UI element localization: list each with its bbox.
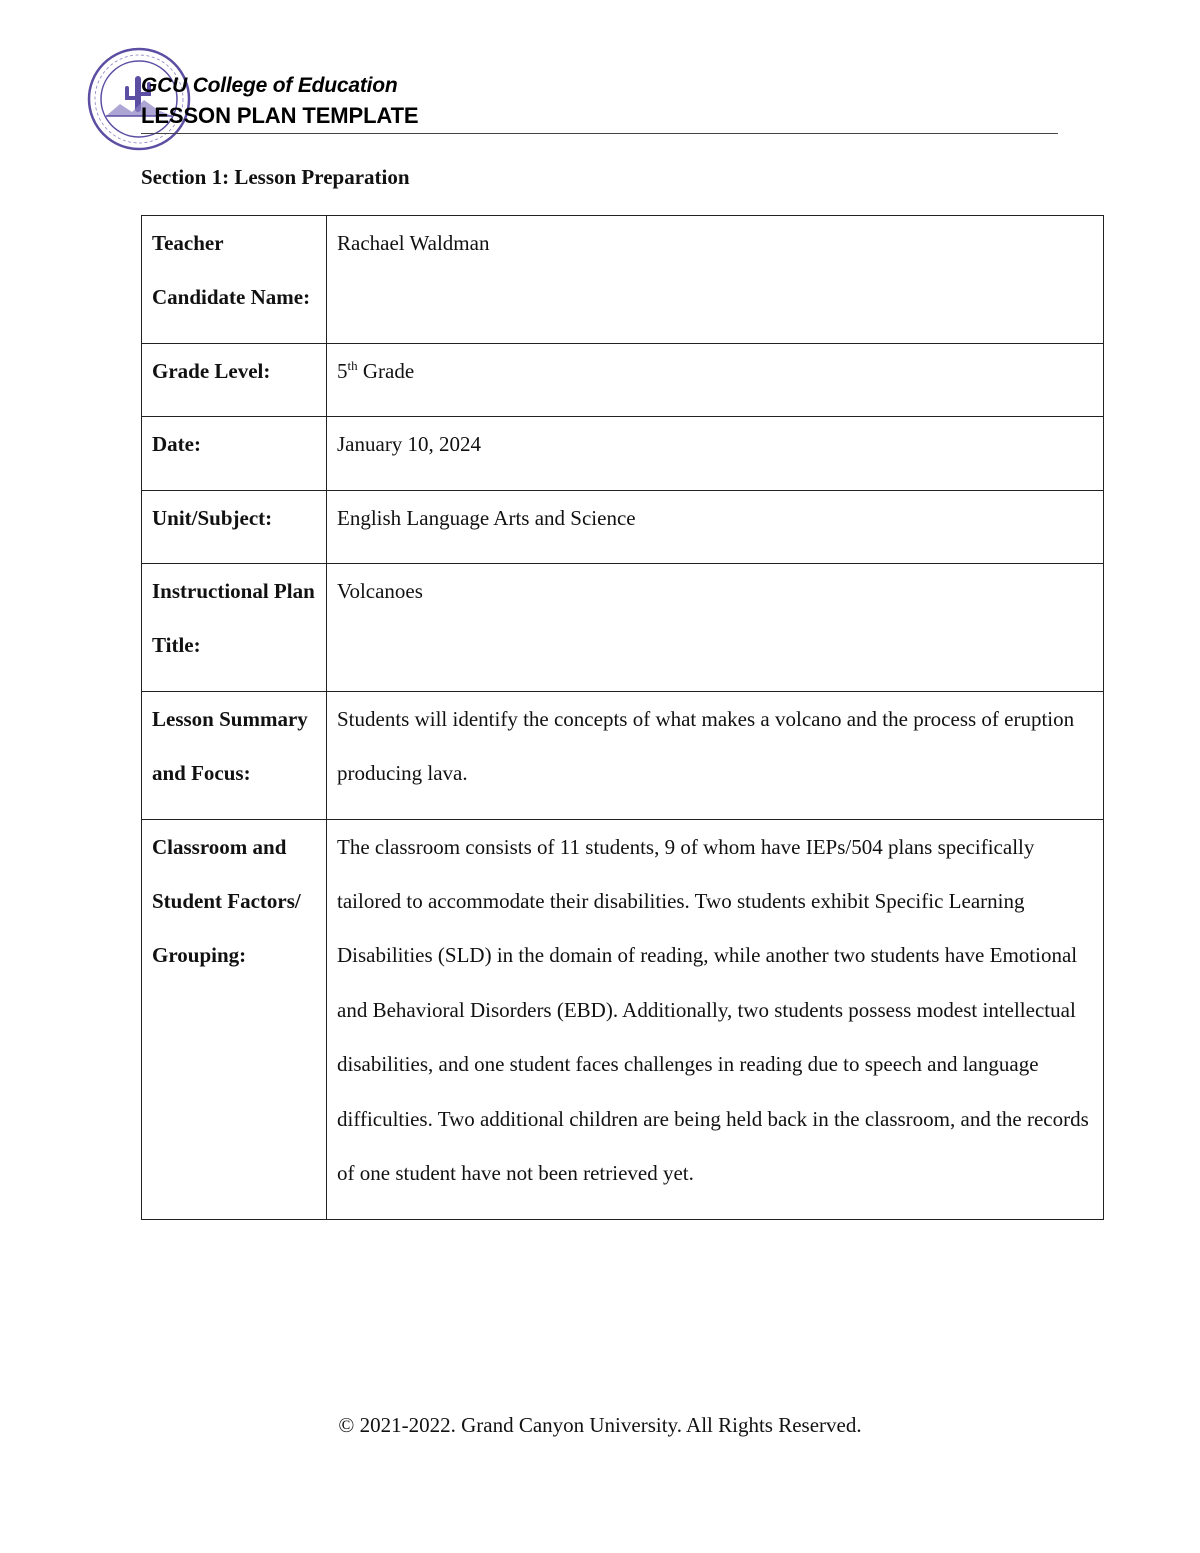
lesson-summary-label: Lesson Summary and Focus: <box>142 691 327 819</box>
date-value: January 10, 2024 <box>327 417 1104 490</box>
table-row <box>142 819 1104 1219</box>
table-row <box>142 691 1104 819</box>
table-row <box>142 343 1104 416</box>
document-header <box>141 72 419 132</box>
section-heading: Section 1: Lesson Preparation <box>141 165 410 189</box>
grade-level-value <box>327 343 1104 416</box>
date-label: Date: <box>142 417 327 490</box>
table-row <box>142 490 1104 563</box>
unit-subject-value: English Language Arts and Science <box>327 490 1104 563</box>
teacher-name-value: Rachael Waldman <box>327 216 1104 344</box>
header-divider <box>141 133 1058 134</box>
plan-title-label: Instructional Plan Title: <box>142 564 327 692</box>
table-row <box>142 564 1104 692</box>
table-row <box>142 417 1104 490</box>
table-row <box>142 216 1104 344</box>
grade-word: Grade <box>362 358 415 383</box>
plan-title-value: Volcanoes <box>327 564 1104 692</box>
lesson-summary-value: Students will identify the concepts of what makes a volcano and the process of eruption producing lava. <box>327 691 1104 819</box>
classroom-factors-value: The classroom consists of 11 students, 9 of whom have IEPs/504 plans specifically tailored to accommodate their disabilities. Two students exhibit Specific Learning Disabilities (SLD) in the domain of reading, while another two students have Emotional and Behavioral Disorders (EBD). Additionally, two students possess modest intellectual disabilities, and one student faces challenges in reading due to speech and language difficulties. Two additional children are being held back in the classroom, and the records of one student have not been retrieved yet. <box>327 819 1104 1219</box>
lesson-preparation-table <box>141 215 1104 1220</box>
copyright-footer: © 2021-2022. Grand Canyon University. All Rights Reserved. <box>338 1413 862 1437</box>
grade-level-label: Grade Level: <box>142 343 327 416</box>
college-name: GCU College of Education <box>141 74 398 97</box>
template-title: LESSON PLAN TEMPLATE <box>141 103 419 128</box>
grade-suffix: th <box>347 357 358 373</box>
grade-number: 5 <box>337 358 348 383</box>
classroom-factors-label: Classroom and Student Factors/ Grouping: <box>142 819 327 1219</box>
unit-subject-label: Unit/Subject: <box>142 490 327 563</box>
teacher-name-label: Teacher Candidate Name: <box>142 216 327 344</box>
